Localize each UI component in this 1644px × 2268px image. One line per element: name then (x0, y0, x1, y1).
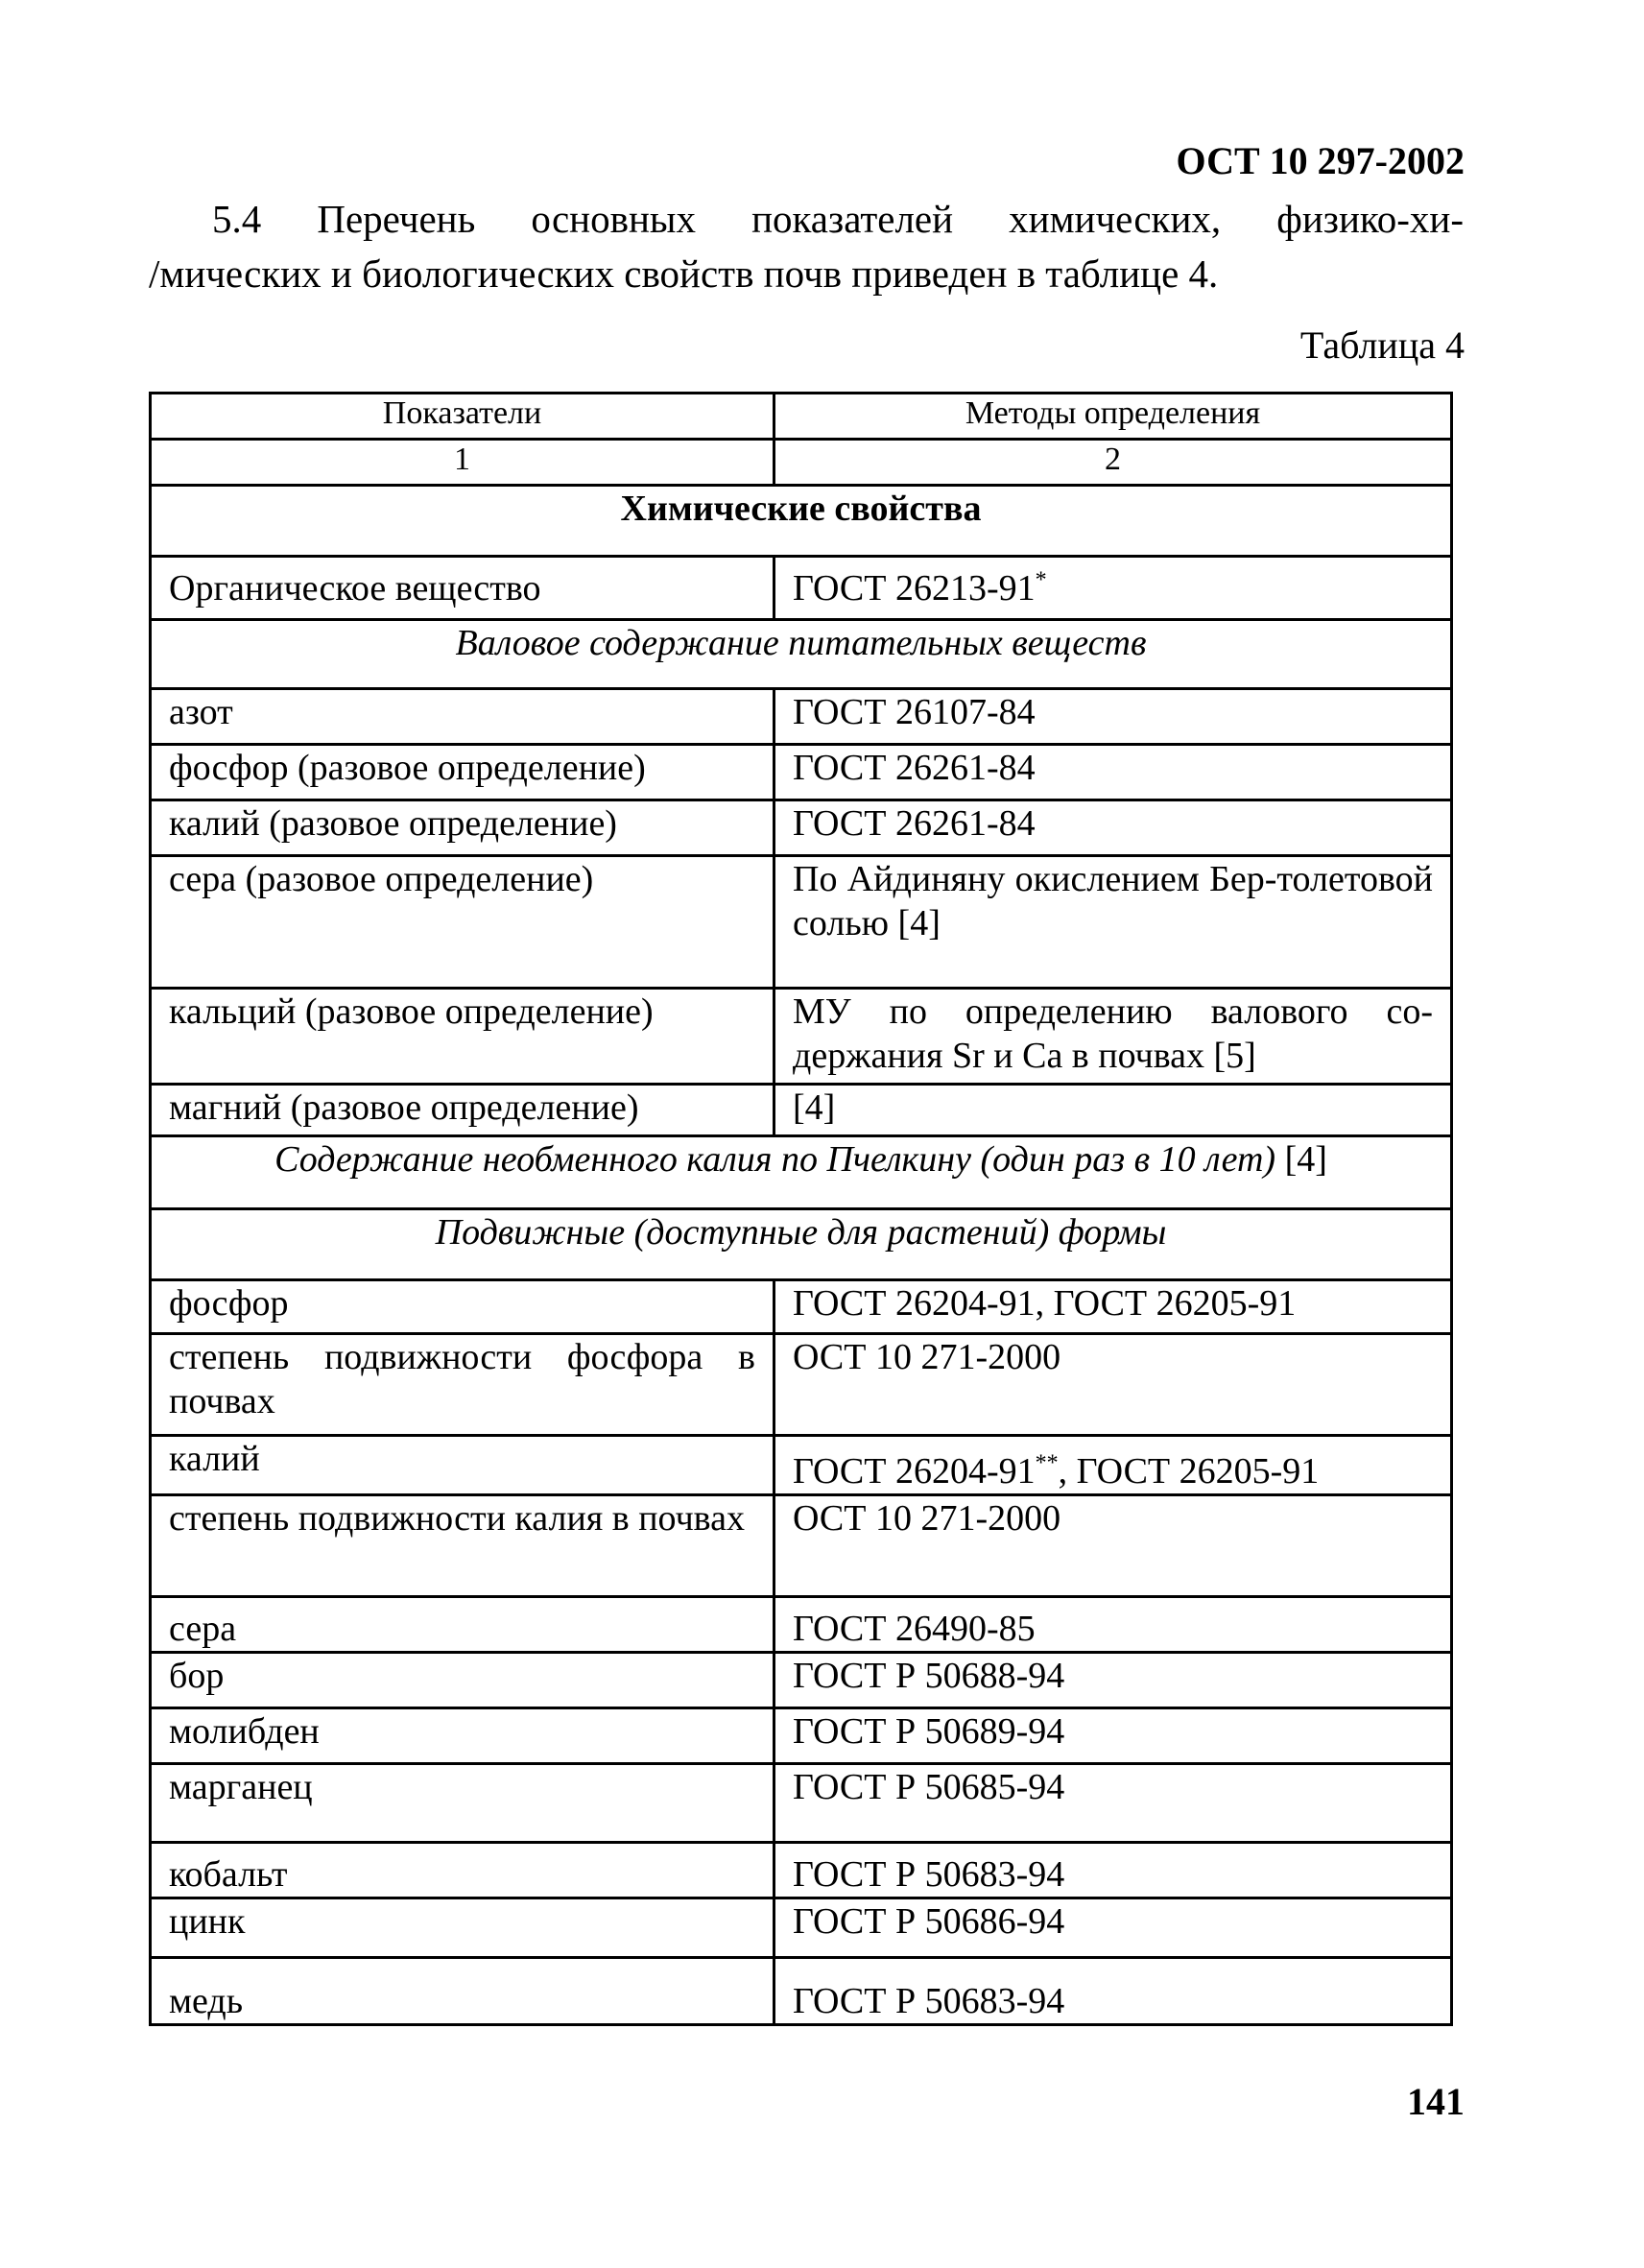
method-text: , ГОСТ 26205-91 (1058, 1451, 1320, 1492)
table-row (151, 800, 1452, 856)
footnote-mark: * (1035, 566, 1047, 592)
method-cell (774, 557, 1452, 620)
method-cell: ГОСТ Р 50685-94 (774, 1764, 1452, 1843)
indicator-cell: бор (151, 1653, 774, 1708)
indicator-cell: сера (151, 1597, 774, 1653)
section-row (151, 486, 1452, 557)
table-row (151, 745, 1452, 800)
footnote-mark: ** (1035, 1450, 1059, 1476)
indicator-cell: марганец (151, 1764, 774, 1843)
method-cell: ГОСТ 26107-84 (774, 689, 1452, 745)
table-row (151, 1280, 1452, 1334)
intro-line-2: /мических и биологических свойств почв приведен в таблице 4. (149, 251, 1219, 296)
indicator-cell: медь (151, 1958, 774, 2025)
method-cell: ОСТ 10 271-2000 (774, 1495, 1452, 1597)
section-reference: [4] (1284, 1139, 1327, 1180)
method-cell (774, 1436, 1452, 1495)
column-number-2: 2 (774, 440, 1452, 486)
method-cell: ГОСТ 26490-85 (774, 1597, 1452, 1653)
section-row (151, 1209, 1452, 1280)
table-row (151, 1495, 1452, 1597)
section-row (151, 1136, 1452, 1209)
section-gross-content: Валовое содержание питательных веществ (151, 620, 1452, 689)
table-row (151, 1843, 1452, 1898)
indicator-cell: фосфор (151, 1280, 774, 1334)
table-row (151, 856, 1452, 989)
method-cell: МУ по определению валового со-держания Sr и Ca в почвах [5] (774, 989, 1452, 1085)
method-cell: ГОСТ 26261-84 (774, 745, 1452, 800)
indicator-cell: калий (разовое определение) (151, 800, 774, 856)
method-cell: ГОСТ Р 50686-94 (774, 1898, 1452, 1958)
indicator-cell: азот (151, 689, 774, 745)
page-number: 141 (1407, 2080, 1465, 2123)
column-number-1: 1 (151, 440, 774, 486)
indicator-cell: молибден (151, 1708, 774, 1764)
indicators-table (149, 392, 1453, 2026)
table-row (151, 1597, 1452, 1653)
document-code: ОСТ 10 297-2002 (1176, 139, 1465, 182)
table-row (151, 1085, 1452, 1136)
indicator-cell: кобальт (151, 1843, 774, 1898)
table-row (151, 689, 1452, 745)
method-cell: ГОСТ Р 50683-94 (774, 1843, 1452, 1898)
indicator-cell: цинк (151, 1898, 774, 1958)
indicator-cell: степень подвижности калия в почвах (151, 1495, 774, 1597)
column-number-row (151, 440, 1452, 486)
table-caption: Таблица 4 (1299, 323, 1465, 367)
indicator-cell: степень подвижности фосфора в почвах (151, 1334, 774, 1436)
section-row (151, 620, 1452, 689)
section-text: Содержание необменного калия по Пчелкину (один раз в 10 лет) (274, 1139, 1276, 1180)
method-cell: ГОСТ Р 50683-94 (774, 1958, 1452, 2025)
intro-paragraph (149, 192, 1464, 301)
indicator-cell: кальций (разовое определение) (151, 989, 774, 1085)
method-cell: По Айдиняну окислением Бер-толетовой солью [4] (774, 856, 1452, 989)
method-cell: ГОСТ Р 50689-94 (774, 1708, 1452, 1764)
table-row (151, 1708, 1452, 1764)
intro-line-1: 5.4 Перечень основных показателей химических, физико-хи- (212, 197, 1464, 241)
column-header-methods: Методы определения (774, 394, 1452, 440)
method-text: ГОСТ 26204-91 (793, 1451, 1036, 1492)
table-row (151, 989, 1452, 1085)
indicator-cell: сера (разовое определение) (151, 856, 774, 989)
section-chemical-properties: Химические свойства (151, 486, 1452, 557)
method-cell: ГОСТ Р 50688-94 (774, 1653, 1452, 1708)
method-cell: ОСТ 10 271-2000 (774, 1334, 1452, 1436)
indicator-cell: фосфор (разовое определение) (151, 745, 774, 800)
indicator-cell: магний (разовое определение) (151, 1085, 774, 1136)
indicator-cell: Органическое вещество (151, 557, 774, 620)
table-row (151, 1764, 1452, 1843)
table-row (151, 1334, 1452, 1436)
table-row (151, 1653, 1452, 1708)
table-row (151, 1436, 1452, 1495)
table-row (151, 557, 1452, 620)
method-text: ГОСТ 26213-91 (793, 567, 1036, 609)
method-cell: ГОСТ 26204-91, ГОСТ 26205-91 (774, 1280, 1452, 1334)
column-header-indicators: Показатели (151, 394, 774, 440)
method-cell: ГОСТ 26261-84 (774, 800, 1452, 856)
section-nonexchange-potassium (151, 1136, 1452, 1209)
section-mobile-forms: Подвижные (доступные для растений) формы (151, 1209, 1452, 1280)
table-row (151, 1958, 1452, 2025)
indicator-cell: калий (151, 1436, 774, 1495)
method-cell: [4] (774, 1085, 1452, 1136)
table-row (151, 1898, 1452, 1958)
table-header-row (151, 394, 1452, 440)
